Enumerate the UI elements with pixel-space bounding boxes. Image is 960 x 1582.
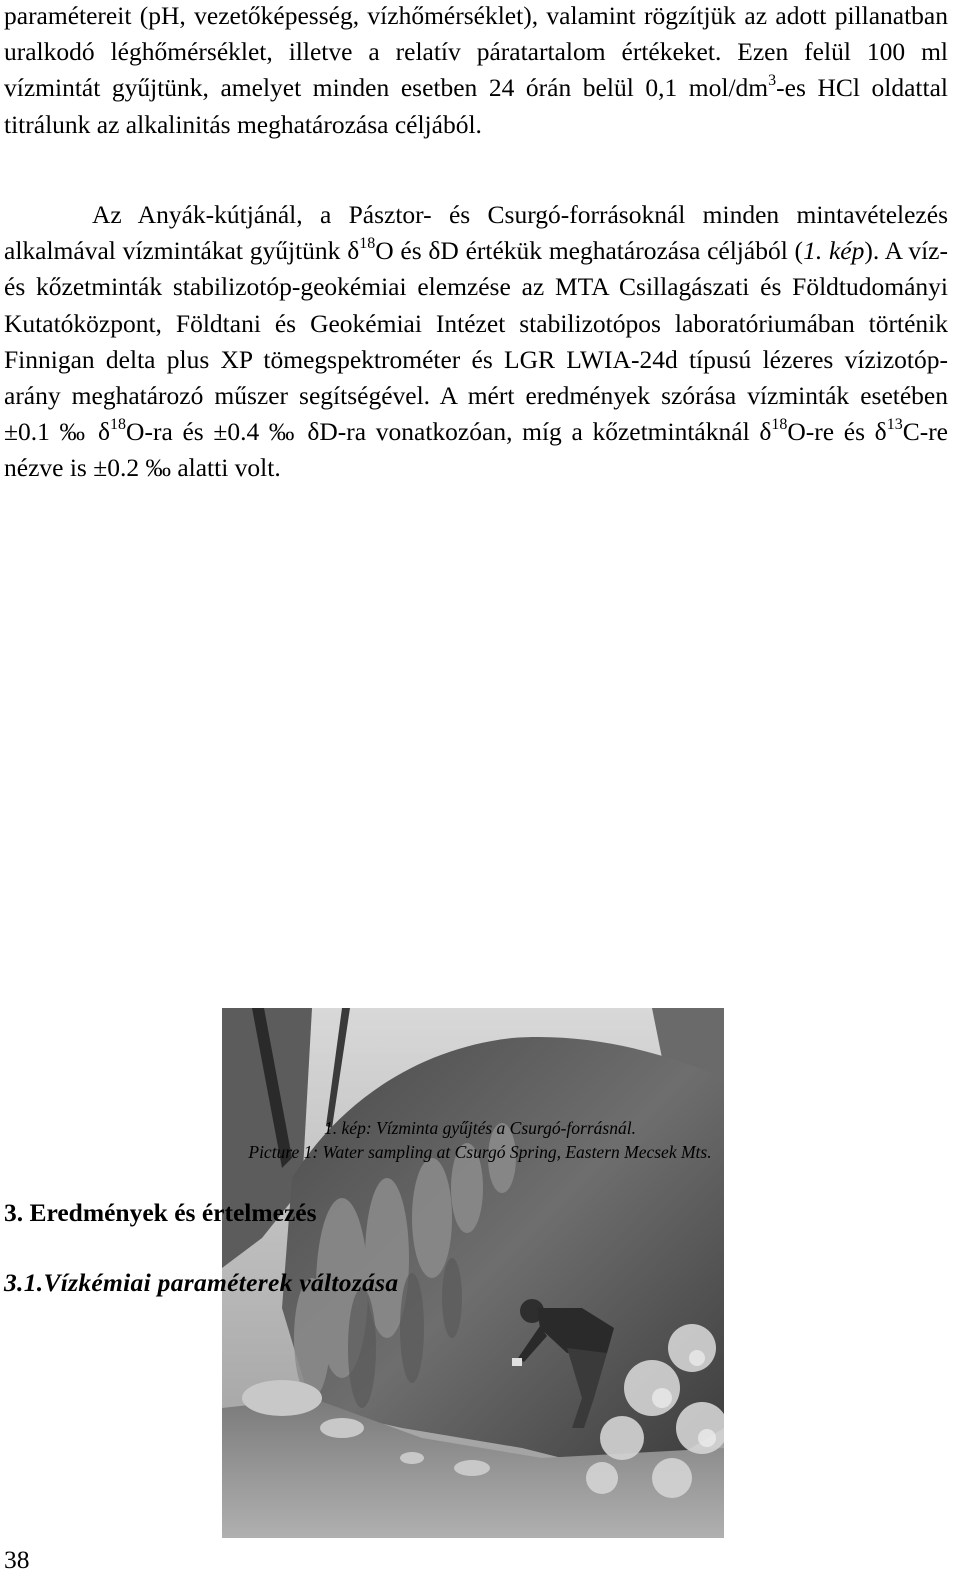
figure-reference: 1. kép — [803, 236, 865, 266]
text-segment: ). A víz- és kőzetminták stabilizotóp-geokémiai elemzése az MTA Csillagászati és Földtudományi Kutatóközpont, Földtani és Geokémiai Intézet stabilizotópos laboratóriumában történik Finnigan delta plus XP tömegspektrométer és LGR LWIA-24d típusú lézeres vízizotóp-arány meghatározó műszer segítségével. A mért eredmények szórása vízminták esetében ±0.1 ‰ δ — [4, 236, 948, 447]
superscript: 18 — [110, 415, 127, 433]
superscript: 18 — [359, 234, 376, 252]
figure-caption-english: Picture 1: Water sampling at Csurgó Spring, Eastern Mecsek Mts. — [248, 1142, 712, 1162]
text-segment: Az Anyák-kútjánál, a Pásztor- és Csurgó-forrásoknál minden mintavételezés alkalmával vízmintákat gyűjtünk δ — [4, 200, 948, 266]
paragraph-intro — [4, 0, 948, 143]
paragraph-methods — [4, 197, 948, 487]
text-segment: O-ra és ±0.4 ‰ δD-ra vonatkozóan, míg a kőzetmintáknál δ — [126, 417, 772, 447]
text-segment: O-re és δ — [787, 417, 887, 447]
text-segment: O és δD értékük meghatározása céljából ( — [375, 236, 804, 266]
superscript: 13 — [886, 415, 903, 433]
page-number: 38 — [4, 1545, 30, 1574]
subsection-heading: 3.1.Vízkémiai paraméterek változása — [4, 1268, 399, 1297]
figure-caption-hungarian: 1. kép: Vízminta gyűjtés a Csurgó-forrásnál. — [324, 1118, 636, 1138]
superscript: 18 — [771, 415, 788, 433]
paragraph-intro-text: paramétereit (pH, vezetőképesség, vízhőmérséklet), valamint rögzítjük az adott pillanatban uralkodó léghőmérséklet, illetve a relatív páratartalom értékeket. Ezen felül 100 ml vízmintát gyűjtünk, amelyet minden esetben 24 órán belül 0,1 mol/dm — [4, 1, 948, 103]
superscript: 3 — [768, 71, 777, 89]
section-heading: 3. Eredmények és értelmezés — [4, 1198, 317, 1227]
text-segment: C-re nézve is ±0.2 ‰ alatti volt. — [4, 417, 948, 483]
paragraph-intro-tail: -es HCl oldattal titrálunk az alkalinitás meghatározása céljából. — [4, 73, 948, 139]
